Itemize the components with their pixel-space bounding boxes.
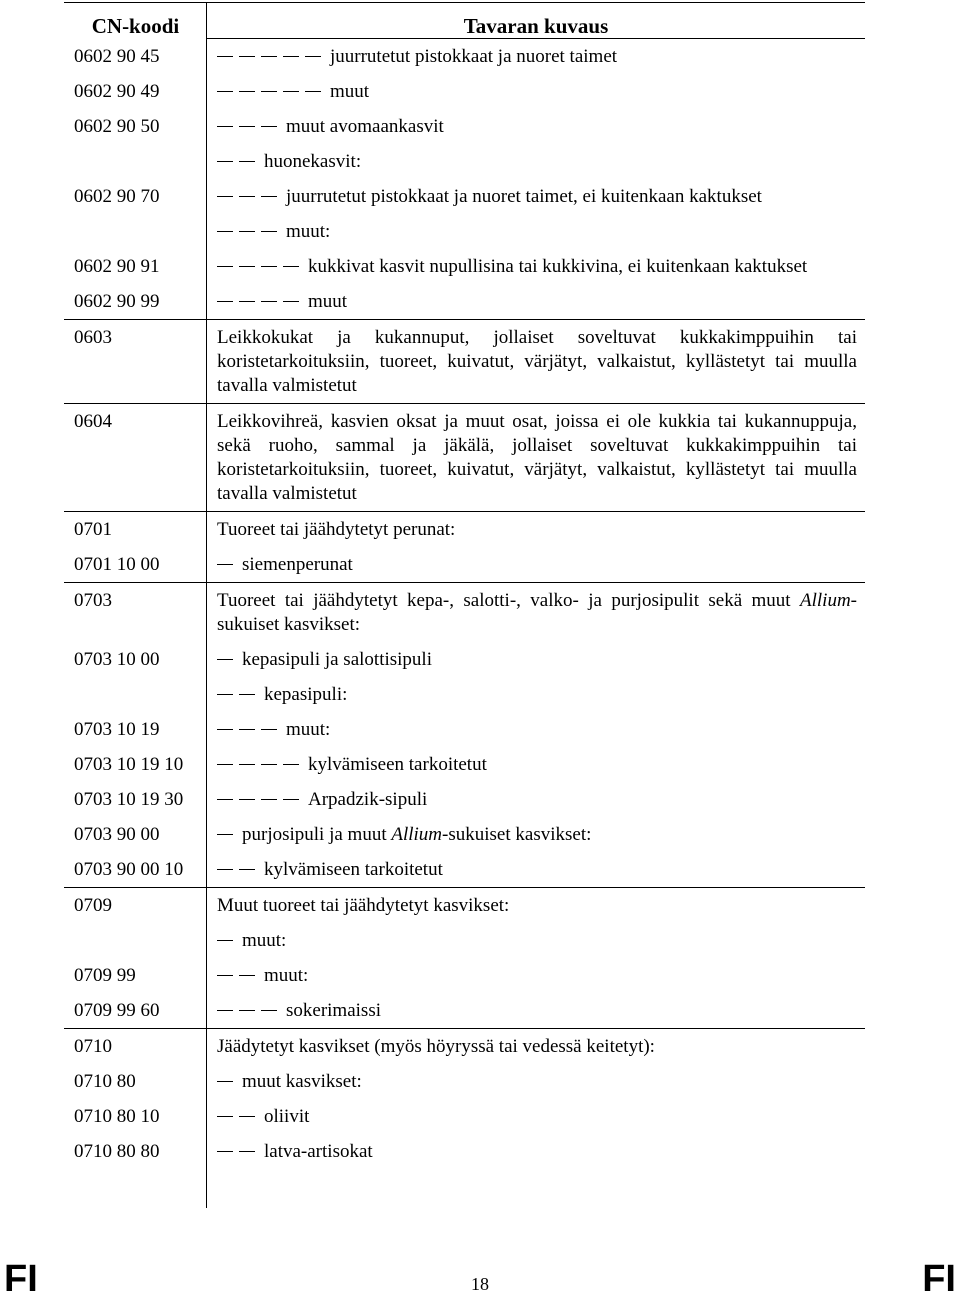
cn-code: 0703 10 19 (74, 719, 160, 740)
table-row (64, 747, 865, 782)
dash-indent (217, 823, 242, 847)
table-row (64, 642, 865, 677)
cn-code: 0604 (74, 411, 112, 432)
cn-code: 0703 10 00 (74, 649, 160, 670)
table-row (64, 404, 865, 512)
cn-code: 0602 90 49 (74, 81, 160, 102)
dash-indent (217, 683, 264, 707)
description: kylvämiseen tarkoitetut (207, 852, 865, 887)
description: oliivit (207, 1099, 865, 1134)
table-row (64, 284, 865, 320)
cn-code: 0703 (74, 590, 112, 611)
table-row (64, 958, 865, 993)
cn-code: 0703 90 00 10 (74, 859, 184, 880)
description: Tuoreet tai jäähdytetyt perunat: (217, 519, 456, 540)
cn-code: 0703 90 00 (74, 824, 160, 845)
header-code: CN-koodi (91, 14, 180, 38)
table-row (64, 512, 865, 547)
cn-code: 0701 (74, 519, 112, 540)
cn-code (64, 214, 207, 249)
table-row (64, 923, 865, 958)
table-row (64, 1029, 865, 1064)
description: kukkivat kasvit nupullisina tai kukkivina, ei kuitenkaan kaktukset (207, 249, 865, 284)
cn-code: 0603 (74, 327, 112, 348)
description: juurrutetut pistokkaat ja nuoret taimet (207, 39, 865, 74)
description: muut: (207, 923, 865, 958)
description: muut kasvikset: (207, 1064, 865, 1099)
description: Leikkovihreä, kasvien oksat ja muut osat, joissa ei ole kukkia tai kukannuppuja, sekä ruoho, sammal ja jäkälä, jollaiset soveltuvat kukkakimppuihin tai koristetarkoituksiin, tuoreet, kuivatut, värjätyt, valkaistut, kyllästetyt tai muulla tavalla valmistetut (217, 411, 857, 504)
description: Leikkokukat ja kukannuput, jollaiset soveltuvat kukkakimppuihin tai koristetarkoituksiin, tuoreet, kuivatut, värjätyt, valkaistut, kyllästetyt tai muulla tavalla valmistetut (217, 327, 857, 396)
column-divider (206, 2, 207, 1208)
cn-code: 0710 80 10 (74, 1106, 160, 1127)
dash-indent (217, 220, 286, 244)
page-number: 18 (471, 1274, 489, 1294)
description: siemenperunat (207, 547, 865, 582)
table-row (64, 583, 865, 642)
table-row (64, 214, 865, 249)
cn-code: 0710 80 (74, 1071, 136, 1092)
cn-code: 0709 99 60 (74, 1000, 160, 1021)
dash-indent (217, 45, 330, 69)
description: huonekasvit: (207, 144, 865, 179)
dash-indent (217, 185, 286, 209)
table-row (64, 74, 865, 109)
dash-indent (217, 858, 264, 882)
table-row (64, 1064, 865, 1099)
language-marker-right: FI (922, 1258, 956, 1300)
dash-indent (217, 999, 286, 1023)
description: purjosipuli ja muut Allium-sukuiset kasvikset: (207, 817, 865, 852)
description: muut (207, 284, 865, 319)
dash-indent (217, 929, 242, 953)
table-row (64, 39, 865, 74)
cn-code: 0710 80 80 (74, 1141, 160, 1162)
table-row (64, 179, 865, 214)
description: Tuoreet tai jäähdytetyt kepa-, salotti-, valko- ja purjosipulit sekä muut Allium-sukuiset kasvikset: (217, 590, 857, 635)
dash-indent (217, 648, 242, 672)
cn-code: 0703 10 19 10 (74, 754, 184, 775)
description: kepasipuli: (207, 677, 865, 712)
table-row (64, 782, 865, 817)
dash-indent (217, 80, 330, 104)
table-row (64, 817, 865, 852)
cn-code: 0709 (74, 895, 112, 916)
table-header (64, 2, 865, 39)
description: juurrutetut pistokkaat ja nuoret taimet, ei kuitenkaan kaktukset (207, 179, 865, 214)
cn-code: 0709 99 (74, 965, 136, 986)
dash-indent (217, 1105, 264, 1129)
description: sokerimaissi (207, 993, 865, 1028)
description: muut: (207, 214, 865, 249)
description: Arpadzik-sipuli (207, 782, 865, 817)
dash-indent (217, 290, 308, 314)
dash-indent (217, 964, 264, 988)
dash-indent (217, 1070, 242, 1094)
language-marker-left: FI (4, 1258, 38, 1300)
cn-code: 0602 90 91 (74, 256, 160, 277)
cn-code: 0703 10 19 30 (74, 789, 184, 810)
description: Muut tuoreet tai jäähdytetyt kasvikset: (217, 895, 510, 916)
description: muut: (207, 712, 865, 747)
table-row (64, 320, 865, 404)
table-row (64, 852, 865, 888)
cn-code (64, 677, 207, 712)
dash-indent (217, 150, 264, 174)
description: kylvämiseen tarkoitetut (207, 747, 865, 782)
table-row (64, 677, 865, 712)
cn-code (64, 923, 207, 958)
description: muut: (207, 958, 865, 993)
table-row (64, 1134, 865, 1169)
table-row (64, 109, 865, 144)
description: muut avomaankasvit (207, 109, 865, 144)
dash-indent (217, 255, 308, 279)
table-row (64, 249, 865, 284)
table-row (64, 547, 865, 583)
dash-indent (217, 753, 308, 777)
description: Jäädytetyt kasvikset (myös höyryssä tai vedessä keitetyt): (217, 1036, 655, 1057)
description: muut (207, 74, 865, 109)
table-row (64, 1099, 865, 1134)
cn-code: 0602 90 70 (74, 186, 160, 207)
table-row (64, 144, 865, 179)
cn-code: 0602 90 99 (74, 291, 160, 312)
dash-indent (217, 553, 242, 577)
dash-indent (217, 718, 286, 742)
header-description: Tavaran kuvaus (207, 3, 865, 39)
description: latva-artisokat (207, 1134, 865, 1169)
table-row (64, 993, 865, 1029)
dash-indent (217, 1140, 264, 1164)
cn-code: 0602 90 45 (74, 46, 160, 67)
cn-code: 0602 90 50 (74, 116, 160, 137)
dash-indent (217, 788, 308, 812)
dash-indent (217, 115, 286, 139)
cn-code: 0710 (74, 1036, 112, 1057)
cn-code-table (64, 2, 865, 1169)
cn-code (64, 144, 207, 179)
table-row (64, 712, 865, 747)
description: kepasipuli ja salottisipuli (207, 642, 865, 677)
cn-code: 0701 10 00 (74, 554, 160, 575)
table-row (64, 888, 865, 923)
